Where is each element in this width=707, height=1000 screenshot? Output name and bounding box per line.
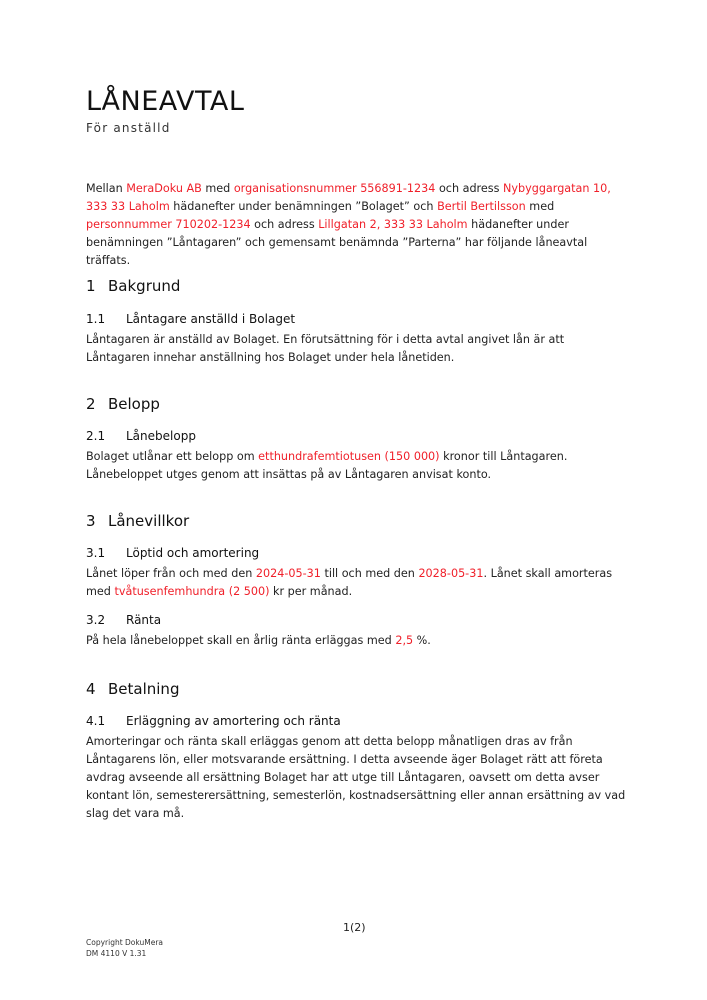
installment-amount: tvåtusenfemhundra (2 500) xyxy=(114,585,270,598)
intro-text: hädanefter under benämningen ”Låntagaren” och gemensamt benämnda ”Parterna” har följande låneavtal träffats. xyxy=(86,218,588,267)
paragraph-text: %. xyxy=(413,634,431,647)
section-paragraph: Amorteringar och ränta skall erläggas genom att detta belopp månatligen dras av från Låntagarens lön, eller motsvarande ersättning. I detta avseende äger Bolaget rätt att företa avdrag avseende all ersättning Bolaget har att utge till Låntagaren, oavsett om detta avser kontant lön, semesterersättning, semesterlön, kostnadsersättning eller annan ersättning av vad slag det vara må. xyxy=(86,735,626,820)
subsection-heading xyxy=(86,546,259,560)
end-date: 2028-05-31 xyxy=(418,567,484,580)
personal-number: personnummer 710202-1234 xyxy=(86,218,251,231)
subsection-heading xyxy=(86,312,295,326)
borrower-name: Bertil Bertilsson xyxy=(437,200,526,213)
subsection-title: Lånebelopp xyxy=(126,429,196,443)
page-number: 1(2) xyxy=(343,921,366,934)
section-paragraph: Låntagaren är anställd av Bolaget. En förutsättning för i detta avtal angivet lån är att Låntagaren innehar anställning hos Bolaget under hela lånetiden. xyxy=(86,333,565,364)
subsection-number: 3.2 xyxy=(86,613,106,627)
section-number: 4 xyxy=(86,680,96,698)
interest-rate: 2,5 xyxy=(395,634,414,647)
section-number: 2 xyxy=(86,395,96,413)
subsection-number: 4.1 xyxy=(86,714,106,728)
intro-text: med xyxy=(201,182,234,195)
section-title: Bakgrund xyxy=(108,277,181,295)
document-title: LÅNEAVTAL xyxy=(86,86,245,117)
section-paragraph xyxy=(86,448,626,484)
section-title: Betalning xyxy=(108,680,180,698)
paragraph-text: På hela lånebeloppet skall en årlig ränta erläggas med xyxy=(86,634,396,647)
intro-text: och adress xyxy=(435,182,504,195)
section-paragraph xyxy=(86,632,626,650)
intro-text: Mellan xyxy=(86,182,127,195)
company-address: Nybyggargatan 10, 333 33 Laholm xyxy=(86,182,611,213)
intro-text: och adress xyxy=(250,218,319,231)
intro-text: hädanefter under benämningen ”Bolaget” och xyxy=(169,200,438,213)
section-heading xyxy=(86,680,179,698)
subsection-heading xyxy=(86,429,196,443)
subsection-title: Ränta xyxy=(126,613,162,627)
section-heading xyxy=(86,395,160,413)
subsection-number: 2.1 xyxy=(86,429,106,443)
subsection-number: 3.1 xyxy=(86,546,106,560)
document-subtitle: För anställd xyxy=(86,121,171,135)
footer-version: DM 4110 V 1.31 xyxy=(86,949,147,958)
subsection-title: Erläggning av amortering och ränta xyxy=(126,714,341,728)
footer-copyright: Copyright DokuMera xyxy=(86,938,164,947)
paragraph-text: till och med den xyxy=(320,567,419,580)
loan-amount: etthundrafemtiotusen (150 000) xyxy=(258,450,440,463)
section-number: 3 xyxy=(86,512,96,530)
footer xyxy=(86,937,163,959)
section-heading xyxy=(86,512,189,530)
borrower-address: Lillgatan 2, 333 33 Laholm xyxy=(318,218,468,231)
section-paragraph xyxy=(86,565,626,601)
subsection-heading xyxy=(86,613,161,627)
section-title: Lånevillkor xyxy=(108,512,190,530)
section-heading xyxy=(86,277,180,295)
company-name: MeraDoku AB xyxy=(126,182,202,195)
intro-paragraph xyxy=(86,180,626,270)
section-number: 1 xyxy=(86,277,96,295)
subsection-title: Löptid och amortering xyxy=(126,546,260,560)
subsection-heading xyxy=(86,714,341,728)
paragraph-text: . Lånet skall amorteras med xyxy=(86,567,613,598)
subsection-title: Låntagare anställd i Bolaget xyxy=(126,312,296,326)
intro-text: med xyxy=(525,200,555,213)
start-date: 2024-05-31 xyxy=(255,567,321,580)
paragraph-text: kronor till Låntagaren. Lånebeloppet utges genom att insättas på av Låntagaren anvisat konto. xyxy=(86,450,568,481)
paragraph-text: Lånet löper från och med den xyxy=(86,567,256,580)
paragraph-text: kr per månad. xyxy=(269,585,353,598)
subsection-number: 1.1 xyxy=(86,312,106,326)
org-number: organisationsnummer 556891-1234 xyxy=(233,182,436,195)
paragraph-text: Bolaget utlånar ett belopp om xyxy=(86,450,259,463)
section-title: Belopp xyxy=(108,395,160,413)
